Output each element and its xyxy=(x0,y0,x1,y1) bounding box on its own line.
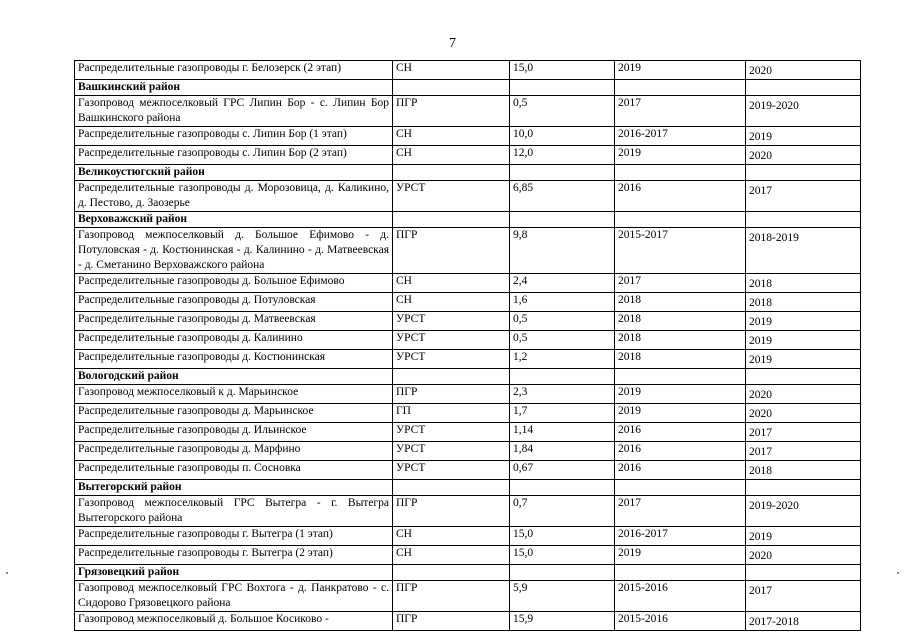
cell-object-name-text: Распределительные газопроводы д. Большое Ефимово xyxy=(78,275,345,287)
cell-type-code xyxy=(393,612,510,631)
table-row xyxy=(75,127,861,146)
empty-cell xyxy=(615,212,746,228)
district-row xyxy=(75,480,861,496)
table-row xyxy=(75,612,861,631)
cell-start-period-text: 2016-2017 xyxy=(618,128,668,140)
cell-start-period xyxy=(615,350,746,369)
cell-start-period-text: 2015-2016 xyxy=(618,582,668,594)
table-row xyxy=(75,350,861,369)
table-row xyxy=(75,581,861,612)
gas-pipeline-table xyxy=(74,60,861,631)
cell-length-text: 10,0 xyxy=(513,128,534,140)
cell-start-period xyxy=(615,423,746,442)
page-number: 7 xyxy=(449,36,456,51)
cell-length-text: 15,9 xyxy=(513,613,534,625)
cell-start-period-text: 2018 xyxy=(618,351,641,363)
cell-object-name xyxy=(75,385,393,404)
cell-type-code xyxy=(393,581,510,612)
cell-length xyxy=(510,293,615,312)
cell-type-code xyxy=(393,496,510,527)
table-row xyxy=(75,274,861,293)
table-row xyxy=(75,312,861,331)
empty-cell xyxy=(393,480,510,496)
cell-object-name-text: Распределительные газопроводы с. Липин Бор (2 этап) xyxy=(78,147,347,159)
cell-start-period-text: 2017 xyxy=(618,275,641,287)
cell-end-period xyxy=(746,442,861,461)
cell-type-code xyxy=(393,527,510,546)
cell-type-code-text: СН xyxy=(396,294,412,306)
cell-type-code xyxy=(393,404,510,423)
cell-type-code-text: ПГР xyxy=(396,497,418,509)
district-name: Вытегорский район xyxy=(75,480,393,496)
cell-end-period-text: 2018-2019 xyxy=(749,232,799,244)
cell-end-period xyxy=(746,612,861,631)
cell-length xyxy=(510,423,615,442)
cell-type-code-text: УРСТ xyxy=(396,313,426,325)
cell-type-code xyxy=(393,312,510,331)
cell-start-period xyxy=(615,546,746,565)
cell-type-code-text: ПГР xyxy=(396,386,418,398)
cell-length xyxy=(510,496,615,527)
cell-start-period-text: 2016 xyxy=(618,443,641,455)
table-row xyxy=(75,442,861,461)
cell-length-text: 1,14 xyxy=(513,424,534,436)
cell-object-name-text: Газопровод межпоселковый д. Большое Косиково - xyxy=(78,613,329,625)
cell-object-name xyxy=(75,96,393,127)
cell-end-period-text: 2017-2018 xyxy=(749,616,799,628)
cell-object-name xyxy=(75,181,393,212)
cell-type-code xyxy=(393,181,510,212)
cell-object-name xyxy=(75,228,393,274)
cell-object-name-text: Распределительные газопроводы г. Вытегра (2 этап) xyxy=(78,547,333,559)
cell-end-period-text: 2019 xyxy=(749,335,772,347)
cell-start-period xyxy=(615,496,746,527)
cell-end-period-text: 2019 xyxy=(749,131,772,143)
cell-start-period-text: 2019 xyxy=(618,147,641,159)
cell-length-text: 0,5 xyxy=(513,97,528,109)
cell-object-name-text: Распределительные газопроводы д. Марьинское xyxy=(78,405,314,417)
cell-length xyxy=(510,527,615,546)
cell-length xyxy=(510,146,615,165)
cell-end-period-text: 2019 xyxy=(749,354,772,366)
cell-object-name-text: Газопровод межпоселковый ГРС Вытегра - г. Вытегра Вытегорского района xyxy=(78,497,389,524)
cell-length xyxy=(510,581,615,612)
cell-start-period-text: 2017 xyxy=(618,497,641,509)
cell-object-name-text: Распределительные газопроводы д. Калинино xyxy=(78,332,303,344)
cell-type-code-text: СН xyxy=(396,62,412,74)
cell-object-name-text: Распределительные газопроводы п. Сосновка xyxy=(78,462,301,474)
table-row xyxy=(75,496,861,527)
cell-length xyxy=(510,181,615,212)
cell-object-name xyxy=(75,461,393,480)
cell-start-period xyxy=(615,146,746,165)
cell-object-name-text: Газопровод межпоселковый ГРС Липин Бор - с. Липин Бор Вашкинского района xyxy=(78,97,389,124)
empty-cell xyxy=(510,212,615,228)
cell-length xyxy=(510,61,615,80)
table-row xyxy=(75,331,861,350)
empty-cell xyxy=(510,369,615,385)
cell-object-name xyxy=(75,61,393,80)
cell-type-code-text: СН xyxy=(396,547,412,559)
cell-object-name xyxy=(75,274,393,293)
cell-length xyxy=(510,228,615,274)
cell-type-code-text: УРСТ xyxy=(396,462,426,474)
empty-cell xyxy=(615,80,746,96)
cell-end-period xyxy=(746,331,861,350)
empty-cell xyxy=(746,212,861,228)
table-row xyxy=(75,404,861,423)
cell-length-text: 0,5 xyxy=(513,313,528,325)
empty-cell xyxy=(393,212,510,228)
cell-length-text: 1,2 xyxy=(513,351,528,363)
district-name: Грязовецкий район xyxy=(75,565,393,581)
cell-object-name-text: Распределительные газопроводы д. Ильинское xyxy=(78,424,307,436)
cell-length xyxy=(510,127,615,146)
cell-start-period xyxy=(615,404,746,423)
cell-length-text: 1,7 xyxy=(513,405,528,417)
cell-length-text: 12,0 xyxy=(513,147,534,159)
cell-end-period xyxy=(746,146,861,165)
cell-start-period xyxy=(615,385,746,404)
cell-type-code-text: УРСТ xyxy=(396,443,426,455)
table-body xyxy=(75,61,861,631)
cell-type-code xyxy=(393,423,510,442)
cell-end-period xyxy=(746,228,861,274)
cell-start-period xyxy=(615,312,746,331)
empty-cell xyxy=(746,165,861,181)
cell-end-period-text: 2020 xyxy=(749,389,772,401)
cell-start-period-text: 2019 xyxy=(618,62,641,74)
cell-end-period xyxy=(746,312,861,331)
cell-start-period-text: 2018 xyxy=(618,294,641,306)
table-row xyxy=(75,423,861,442)
cell-start-period-text: 2015-2016 xyxy=(618,613,668,625)
cell-type-code xyxy=(393,385,510,404)
cell-end-period xyxy=(746,181,861,212)
cell-object-name-text: Газопровод межпоселковый к д. Марьинское xyxy=(78,386,299,398)
cell-start-period xyxy=(615,581,746,612)
cell-object-name xyxy=(75,127,393,146)
empty-cell xyxy=(393,165,510,181)
cell-type-code-text: ГП xyxy=(396,405,411,417)
empty-cell xyxy=(393,565,510,581)
table-row xyxy=(75,146,861,165)
cell-object-name xyxy=(75,404,393,423)
cell-type-code-text: СН xyxy=(396,275,412,287)
empty-cell xyxy=(615,480,746,496)
cell-length-text: 15,0 xyxy=(513,62,534,74)
cell-object-name xyxy=(75,612,393,631)
cell-type-code-text: ПГР xyxy=(396,97,418,109)
empty-cell xyxy=(746,565,861,581)
cell-end-period-text: 2017 xyxy=(749,446,772,458)
cell-length-text: 2,4 xyxy=(513,275,528,287)
cell-end-period-text: 2020 xyxy=(749,65,772,77)
empty-cell xyxy=(510,565,615,581)
cell-type-code-text: ПГР xyxy=(396,582,418,594)
empty-cell xyxy=(510,80,615,96)
table-row xyxy=(75,96,861,127)
cell-length-text: 15,0 xyxy=(513,528,534,540)
cell-end-period-text: 2019 xyxy=(749,531,772,543)
cell-object-name xyxy=(75,546,393,565)
cell-length-text: 15,0 xyxy=(513,547,534,559)
cell-end-period-text: 2017 xyxy=(749,427,772,439)
empty-cell xyxy=(746,369,861,385)
empty-cell xyxy=(615,369,746,385)
cell-length xyxy=(510,404,615,423)
district-name: Вологодский район xyxy=(75,369,393,385)
table-row xyxy=(75,385,861,404)
cell-end-period xyxy=(746,423,861,442)
cell-type-code xyxy=(393,350,510,369)
table-row xyxy=(75,181,861,212)
cell-type-code-text: УРСТ xyxy=(396,351,426,363)
cell-start-period-text: 2018 xyxy=(618,332,641,344)
cell-length-text: 5,9 xyxy=(513,582,528,594)
cell-end-period xyxy=(746,385,861,404)
cell-length-text: 0,67 xyxy=(513,462,534,474)
cell-type-code xyxy=(393,228,510,274)
cell-end-period xyxy=(746,293,861,312)
cell-object-name xyxy=(75,442,393,461)
cell-start-period-text: 2019 xyxy=(618,405,641,417)
district-row xyxy=(75,212,861,228)
cell-start-period-text: 2017 xyxy=(618,97,641,109)
cell-length-text: 0,7 xyxy=(513,497,528,509)
cell-object-name-text: Распределительные газопроводы д. Марфино xyxy=(78,443,301,455)
cell-start-period xyxy=(615,442,746,461)
cell-end-period-text: 2020 xyxy=(749,408,772,420)
cell-start-period-text: 2018 xyxy=(618,313,641,325)
district-row xyxy=(75,165,861,181)
cell-end-period xyxy=(746,274,861,293)
cell-length-text: 1,6 xyxy=(513,294,528,306)
cell-start-period-text: 2016 xyxy=(618,182,641,194)
cell-start-period-text: 2016-2017 xyxy=(618,528,668,540)
empty-cell xyxy=(510,165,615,181)
cell-length xyxy=(510,274,615,293)
cell-object-name-text: Распределительные газопроводы д. Морозовица, д. Каликино, д. Пестово, д. Заозерье xyxy=(78,182,389,209)
table-row xyxy=(75,527,861,546)
cell-object-name xyxy=(75,581,393,612)
cell-start-period xyxy=(615,293,746,312)
table-row xyxy=(75,61,861,80)
cell-type-code-text: УРСТ xyxy=(396,332,426,344)
scan-dot-left xyxy=(6,572,8,574)
cell-type-code xyxy=(393,546,510,565)
empty-cell xyxy=(746,480,861,496)
cell-object-name-text: Газопровод межпоселковый д. Большое Ефимово - д. Потуловская - д. Костюнинская - д. Калинино - д. Матвеевская - д. Сметанино Верховажского района xyxy=(78,229,389,271)
cell-end-period-text: 2017 xyxy=(749,185,772,197)
empty-cell xyxy=(393,80,510,96)
empty-cell xyxy=(746,80,861,96)
district-name: Вашкинский район xyxy=(75,80,393,96)
cell-type-code-text: ПГР xyxy=(396,613,418,625)
cell-length-text: 6,85 xyxy=(513,182,534,194)
cell-start-period-text: 2015-2017 xyxy=(618,229,668,241)
cell-end-period xyxy=(746,404,861,423)
cell-object-name-text: Распределительные газопроводы с. Липин Бор (1 этап) xyxy=(78,128,347,140)
cell-end-period-text: 2020 xyxy=(749,550,772,562)
cell-start-period xyxy=(615,61,746,80)
cell-object-name xyxy=(75,293,393,312)
cell-end-period xyxy=(746,496,861,527)
cell-type-code xyxy=(393,61,510,80)
district-row xyxy=(75,369,861,385)
cell-end-period-text: 2018 xyxy=(749,278,772,290)
table-row xyxy=(75,228,861,274)
cell-type-code-text: УРСТ xyxy=(396,424,426,436)
empty-cell xyxy=(393,369,510,385)
cell-start-period xyxy=(615,127,746,146)
cell-start-period xyxy=(615,331,746,350)
cell-start-period xyxy=(615,228,746,274)
cell-start-period-text: 2016 xyxy=(618,462,641,474)
district-name: Верховажский район xyxy=(75,212,393,228)
cell-length-text: 0,5 xyxy=(513,332,528,344)
cell-start-period xyxy=(615,527,746,546)
cell-object-name xyxy=(75,527,393,546)
cell-object-name xyxy=(75,496,393,527)
cell-start-period-text: 2016 xyxy=(618,424,641,436)
cell-start-period xyxy=(615,461,746,480)
cell-object-name xyxy=(75,146,393,165)
cell-type-code xyxy=(393,331,510,350)
district-row xyxy=(75,80,861,96)
cell-length xyxy=(510,96,615,127)
cell-end-period xyxy=(746,546,861,565)
cell-end-period xyxy=(746,581,861,612)
cell-type-code xyxy=(393,96,510,127)
cell-object-name-text: Распределительные газопроводы д. Матвеевская xyxy=(78,313,316,325)
table-row xyxy=(75,461,861,480)
cell-type-code xyxy=(393,293,510,312)
cell-object-name-text: Распределительные газопроводы д. Потуловская xyxy=(78,294,316,306)
cell-length xyxy=(510,612,615,631)
empty-cell xyxy=(615,565,746,581)
cell-object-name xyxy=(75,350,393,369)
cell-object-name xyxy=(75,331,393,350)
cell-start-period xyxy=(615,612,746,631)
cell-type-code-text: УРСТ xyxy=(396,182,426,194)
cell-type-code-text: СН xyxy=(396,128,412,140)
cell-length xyxy=(510,385,615,404)
cell-end-period-text: 2019 xyxy=(749,316,772,328)
cell-end-period-text: 2019-2020 xyxy=(749,500,799,512)
scan-dot-right xyxy=(897,572,899,574)
cell-end-period-text: 2020 xyxy=(749,150,772,162)
cell-length xyxy=(510,461,615,480)
cell-object-name xyxy=(75,423,393,442)
district-name: Великоустюгский район xyxy=(75,165,393,181)
cell-length-text: 2,3 xyxy=(513,386,528,398)
cell-object-name-text: Распределительные газопроводы г. Вытегра (1 этап) xyxy=(78,528,333,540)
cell-end-period-text: 2017 xyxy=(749,585,772,597)
cell-end-period xyxy=(746,461,861,480)
cell-type-code xyxy=(393,274,510,293)
cell-end-period xyxy=(746,527,861,546)
cell-type-code xyxy=(393,442,510,461)
cell-object-name xyxy=(75,312,393,331)
empty-cell xyxy=(510,480,615,496)
cell-end-period xyxy=(746,350,861,369)
empty-cell xyxy=(615,165,746,181)
cell-object-name-text: Распределительные газопроводы д. Костюнинская xyxy=(78,351,326,363)
cell-type-code xyxy=(393,461,510,480)
cell-length xyxy=(510,350,615,369)
cell-end-period xyxy=(746,127,861,146)
cell-length xyxy=(510,546,615,565)
cell-type-code-text: ПГР xyxy=(396,229,418,241)
cell-length xyxy=(510,312,615,331)
cell-end-period-text: 2019-2020 xyxy=(749,100,799,112)
cell-length xyxy=(510,442,615,461)
cell-length-text: 9,8 xyxy=(513,229,528,241)
cell-length xyxy=(510,331,615,350)
cell-start-period xyxy=(615,181,746,212)
table-row xyxy=(75,293,861,312)
cell-object-name-text: Распределительные газопроводы г. Белозерск (2 этап) xyxy=(78,62,342,74)
cell-type-code xyxy=(393,146,510,165)
cell-type-code xyxy=(393,127,510,146)
cell-type-code-text: СН xyxy=(396,147,412,159)
cell-end-period xyxy=(746,96,861,127)
cell-start-period xyxy=(615,274,746,293)
cell-end-period-text: 2018 xyxy=(749,297,772,309)
cell-end-period xyxy=(746,61,861,80)
cell-start-period xyxy=(615,96,746,127)
table-row xyxy=(75,546,861,565)
cell-object-name-text: Газопровод межпоселковый ГРС Вохтога - д. Панкратово - с. Сидорово Грязовецкого района xyxy=(78,582,389,609)
cell-start-period-text: 2019 xyxy=(618,547,641,559)
cell-length-text: 1,84 xyxy=(513,443,534,455)
cell-end-period-text: 2018 xyxy=(749,465,772,477)
cell-type-code-text: СН xyxy=(396,528,412,540)
cell-start-period-text: 2019 xyxy=(618,386,641,398)
district-row xyxy=(75,565,861,581)
